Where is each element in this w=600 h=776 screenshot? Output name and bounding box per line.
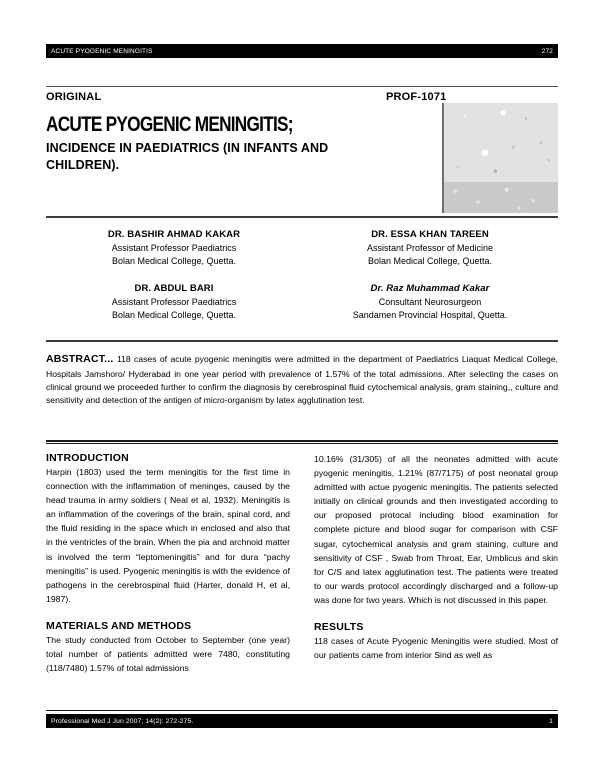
- author-affiliation-line: Sandamen Provincial Hospital, Quetta.: [352, 309, 508, 320]
- author-entry: [46, 282, 302, 322]
- footer-citation: Professional Med J Jun 2007; 14(2): 272-275.: [51, 717, 194, 725]
- section-heading-results: RESULTS: [314, 621, 364, 634]
- article-meta-row: [46, 91, 558, 103]
- author-column-right: [302, 228, 558, 322]
- section-text-materials-and-methods: The study conducted from October to September (one year) total number of patients admitted were 7480, constituting (118/7480) 1.57% of total admissions: [46, 634, 290, 674]
- section-heading-introduction: INTRODUCTION: [46, 452, 129, 464]
- running-head: [46, 44, 558, 58]
- page-content: [46, 0, 558, 776]
- author-affiliation-line: Assistant Professor Paediatrics: [111, 296, 237, 307]
- rule-above-footer: [46, 710, 558, 711]
- article-figure-image: [442, 103, 558, 213]
- author-affiliation-line: Assistant Professor Paediatrics: [111, 242, 237, 253]
- running-head-title: ACUTE PYOGENIC MENINGITIS: [51, 47, 153, 55]
- author-entry: [302, 228, 558, 268]
- running-head-page-number: 272: [541, 47, 553, 55]
- body-column-right: [314, 452, 558, 675]
- author-affiliation-line: Bolan Medical College, Quetta.: [367, 255, 493, 266]
- author-name: Dr. Raz Muhammad Kakar: [370, 282, 490, 294]
- author-name: DR. ESSA KHAN TAREEN: [371, 229, 489, 240]
- section-text-results: 118 cases of Acute Pyogenic Meningitis were studied. Most of our patients came from interior Sind as well as: [314, 636, 558, 661]
- abstract-section: [46, 352, 558, 407]
- figure-lower-band: [444, 182, 558, 213]
- section-text-methods-continued: 10.16% (31/305) of all the neonates admitted with acute pyogenic meningitis, 1.21% (87/7175) of post neonatal group admitted with actue pyogenic meningitis. The patients selected initially on clinical grounds and then investigated according to our proposed protocal including blood examination for complete picture and blood sugar for comparison with CSF sugar, cytochemical analysis and gram staining, culture and sensitivity of CSF , Swab from Throat, Ear, Umblicus and skin for C/S and latex agglutination test. The patients were treated to our wards protocol accordingly discharged and a follow-up was done for two years. Which is not discussed in this paper.: [314, 454, 558, 605]
- body-column-left: [46, 452, 290, 675]
- author-column-left: [46, 228, 302, 322]
- section-text-introduction: Harpin (1803) used the term meningitis for the first time in connection with the inflammation of meninges, caused by the head trauma in army soldiers ( Neal et al, 1932). Meningitis is an inflammation of the coverings of the brain, spinal cord, and the fluid residing in the space which in enclosed and also that in the ventricles of the brain. When the pia and archnoid matter is involved the term “leptomeningitis” and for dura “pachy meningitis” is used. Pyogenic meningitis is with the evidence of pathogens in the cerebrospinal fluid (Harter, donald H, et al, 1987).: [46, 467, 290, 604]
- page-title: ACUTE PYOGENIC MENINGITIS;: [46, 113, 293, 136]
- rule-above-authors: [46, 216, 558, 218]
- author-name: DR. ABDUL BARI: [134, 282, 214, 294]
- author-entry: [302, 282, 558, 322]
- author-name: DR. BASHIR AHMAD KAKAR: [107, 229, 241, 240]
- article-type-label: ORIGINAL: [46, 91, 102, 103]
- author-affiliation-line: Assistant Professor of Medicine: [366, 242, 494, 253]
- rule-above-abstract: [46, 340, 558, 342]
- author-affiliation-line: Bolan Medical College, Quetta.: [111, 309, 237, 320]
- author-affiliation-line: Consultant Neurosurgeon: [378, 296, 482, 307]
- author-entry: [46, 228, 302, 268]
- section-heading-materials-and-methods: MATERIALS AND METHODS: [46, 619, 192, 632]
- abstract-label: ABSTRACT...: [46, 353, 114, 365]
- body-columns: [46, 452, 558, 675]
- rule-above-meta: [46, 86, 558, 87]
- footer-page-number: 1: [549, 717, 553, 725]
- rule-above-body: [46, 440, 558, 444]
- article-code: PROF-1071: [386, 91, 447, 103]
- footer-bar: [46, 714, 558, 728]
- author-affiliation-line: Bolan Medical College, Quetta.: [111, 255, 237, 266]
- page-subtitle: INCIDENCE IN PAEDIATRICS (IN INFANTS AND CHILDREN).: [46, 141, 329, 172]
- abstract-text: 118 cases of acute pyogenic meningitis were admitted in the department of Paediatrics Liaquat Medical College, Hospitals Jamshoro/ Hyderabad in one year period with prevalence of 1.57% of the total admissions. After selecting the cases on clinical ground we proceeded further to confirm the diagnosis by cerebrospinal fluid cytochemical analysis, gram staining,, culture and sensitivity and detection of the antigen of micro-organism by latex agglutination test.: [46, 354, 559, 406]
- author-block: [46, 228, 558, 322]
